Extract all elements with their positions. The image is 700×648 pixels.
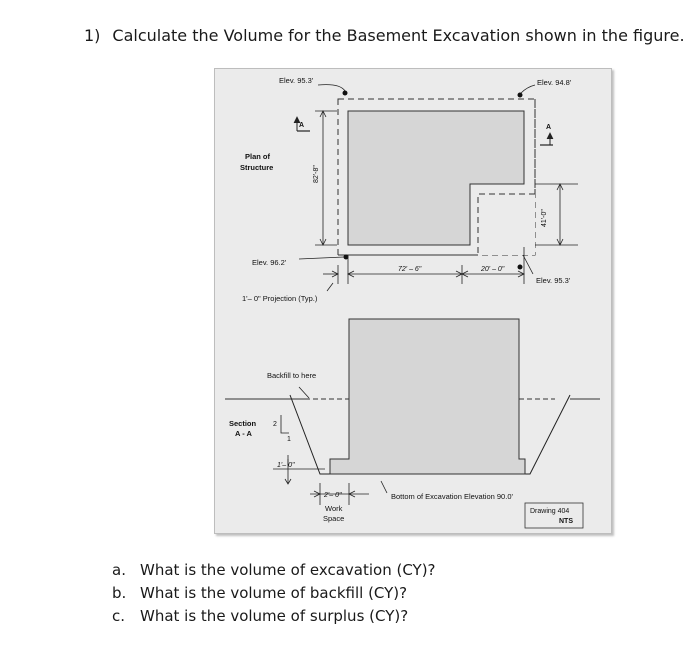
elev-top-left: Elev. 95.3': [279, 76, 314, 85]
corner-dot-tr: [518, 93, 523, 98]
sub-question-letter: a.: [112, 561, 126, 579]
dim-1-0: 1'– 0": [277, 462, 295, 469]
sub-question-text: What is the volume of surplus (CY)?: [140, 607, 409, 625]
section-label: Section: [229, 419, 257, 428]
drawing-label: Drawing 404: [530, 508, 570, 515]
elev-bottom-right: Elev. 95.3': [536, 276, 571, 285]
drawing-number-box: [525, 503, 583, 528]
sub-question-text: What is the volume of backfill (CY)?: [140, 584, 408, 602]
space-label: Space: [323, 514, 345, 523]
question-heading: [84, 26, 685, 45]
dim-82-8: 82'-8": [313, 165, 320, 183]
bottom-elev-label: Bottom of Excavation Elevation 90.0': [391, 492, 513, 501]
structure-section: [330, 319, 525, 474]
drawing-svg: [215, 69, 611, 533]
projection-label: 1'– 0" Projection (Typ.): [242, 294, 318, 303]
dim-41-0: 41'-0": [541, 209, 548, 227]
sub-question-b: [112, 584, 436, 607]
plan-of-label: Plan of: [245, 152, 271, 161]
structure-label: Structure: [240, 163, 274, 172]
section-aa-label: A - A: [235, 429, 252, 438]
sub-question-a: [112, 561, 436, 584]
sub-question-letter: b.: [112, 584, 127, 602]
slope-2: 2: [273, 421, 277, 428]
sub-question-c: [112, 607, 436, 630]
dim-20-0: 20' – 0": [481, 266, 505, 273]
corner-dot-tl: [343, 91, 348, 96]
sub-question-letter: c.: [112, 607, 126, 625]
question-number: 1): [84, 26, 101, 45]
dim-72-6: 72' – 6": [398, 266, 422, 273]
work-label: Work: [325, 504, 343, 513]
sub-question-text: What is the volume of excavation (CY)?: [140, 561, 436, 579]
section-a-right: A: [546, 124, 552, 131]
question-text: Calculate the Volume for the Basement Excavation shown in the figure.: [112, 26, 685, 45]
backfill-label: Backfill to here: [267, 371, 317, 380]
slope-1: 1: [287, 436, 291, 443]
sub-question-list: [112, 561, 436, 630]
dim-2-0: 2'– 0": [324, 492, 342, 499]
excavation-drawing: [214, 68, 612, 534]
corner-dot-br: [518, 265, 523, 270]
nts-label: NTS: [559, 518, 573, 525]
section-a-left: A: [299, 122, 305, 129]
elev-bottom-left: Elev. 96.2': [252, 258, 287, 267]
elev-top-right: Elev. 94.8': [537, 78, 572, 87]
